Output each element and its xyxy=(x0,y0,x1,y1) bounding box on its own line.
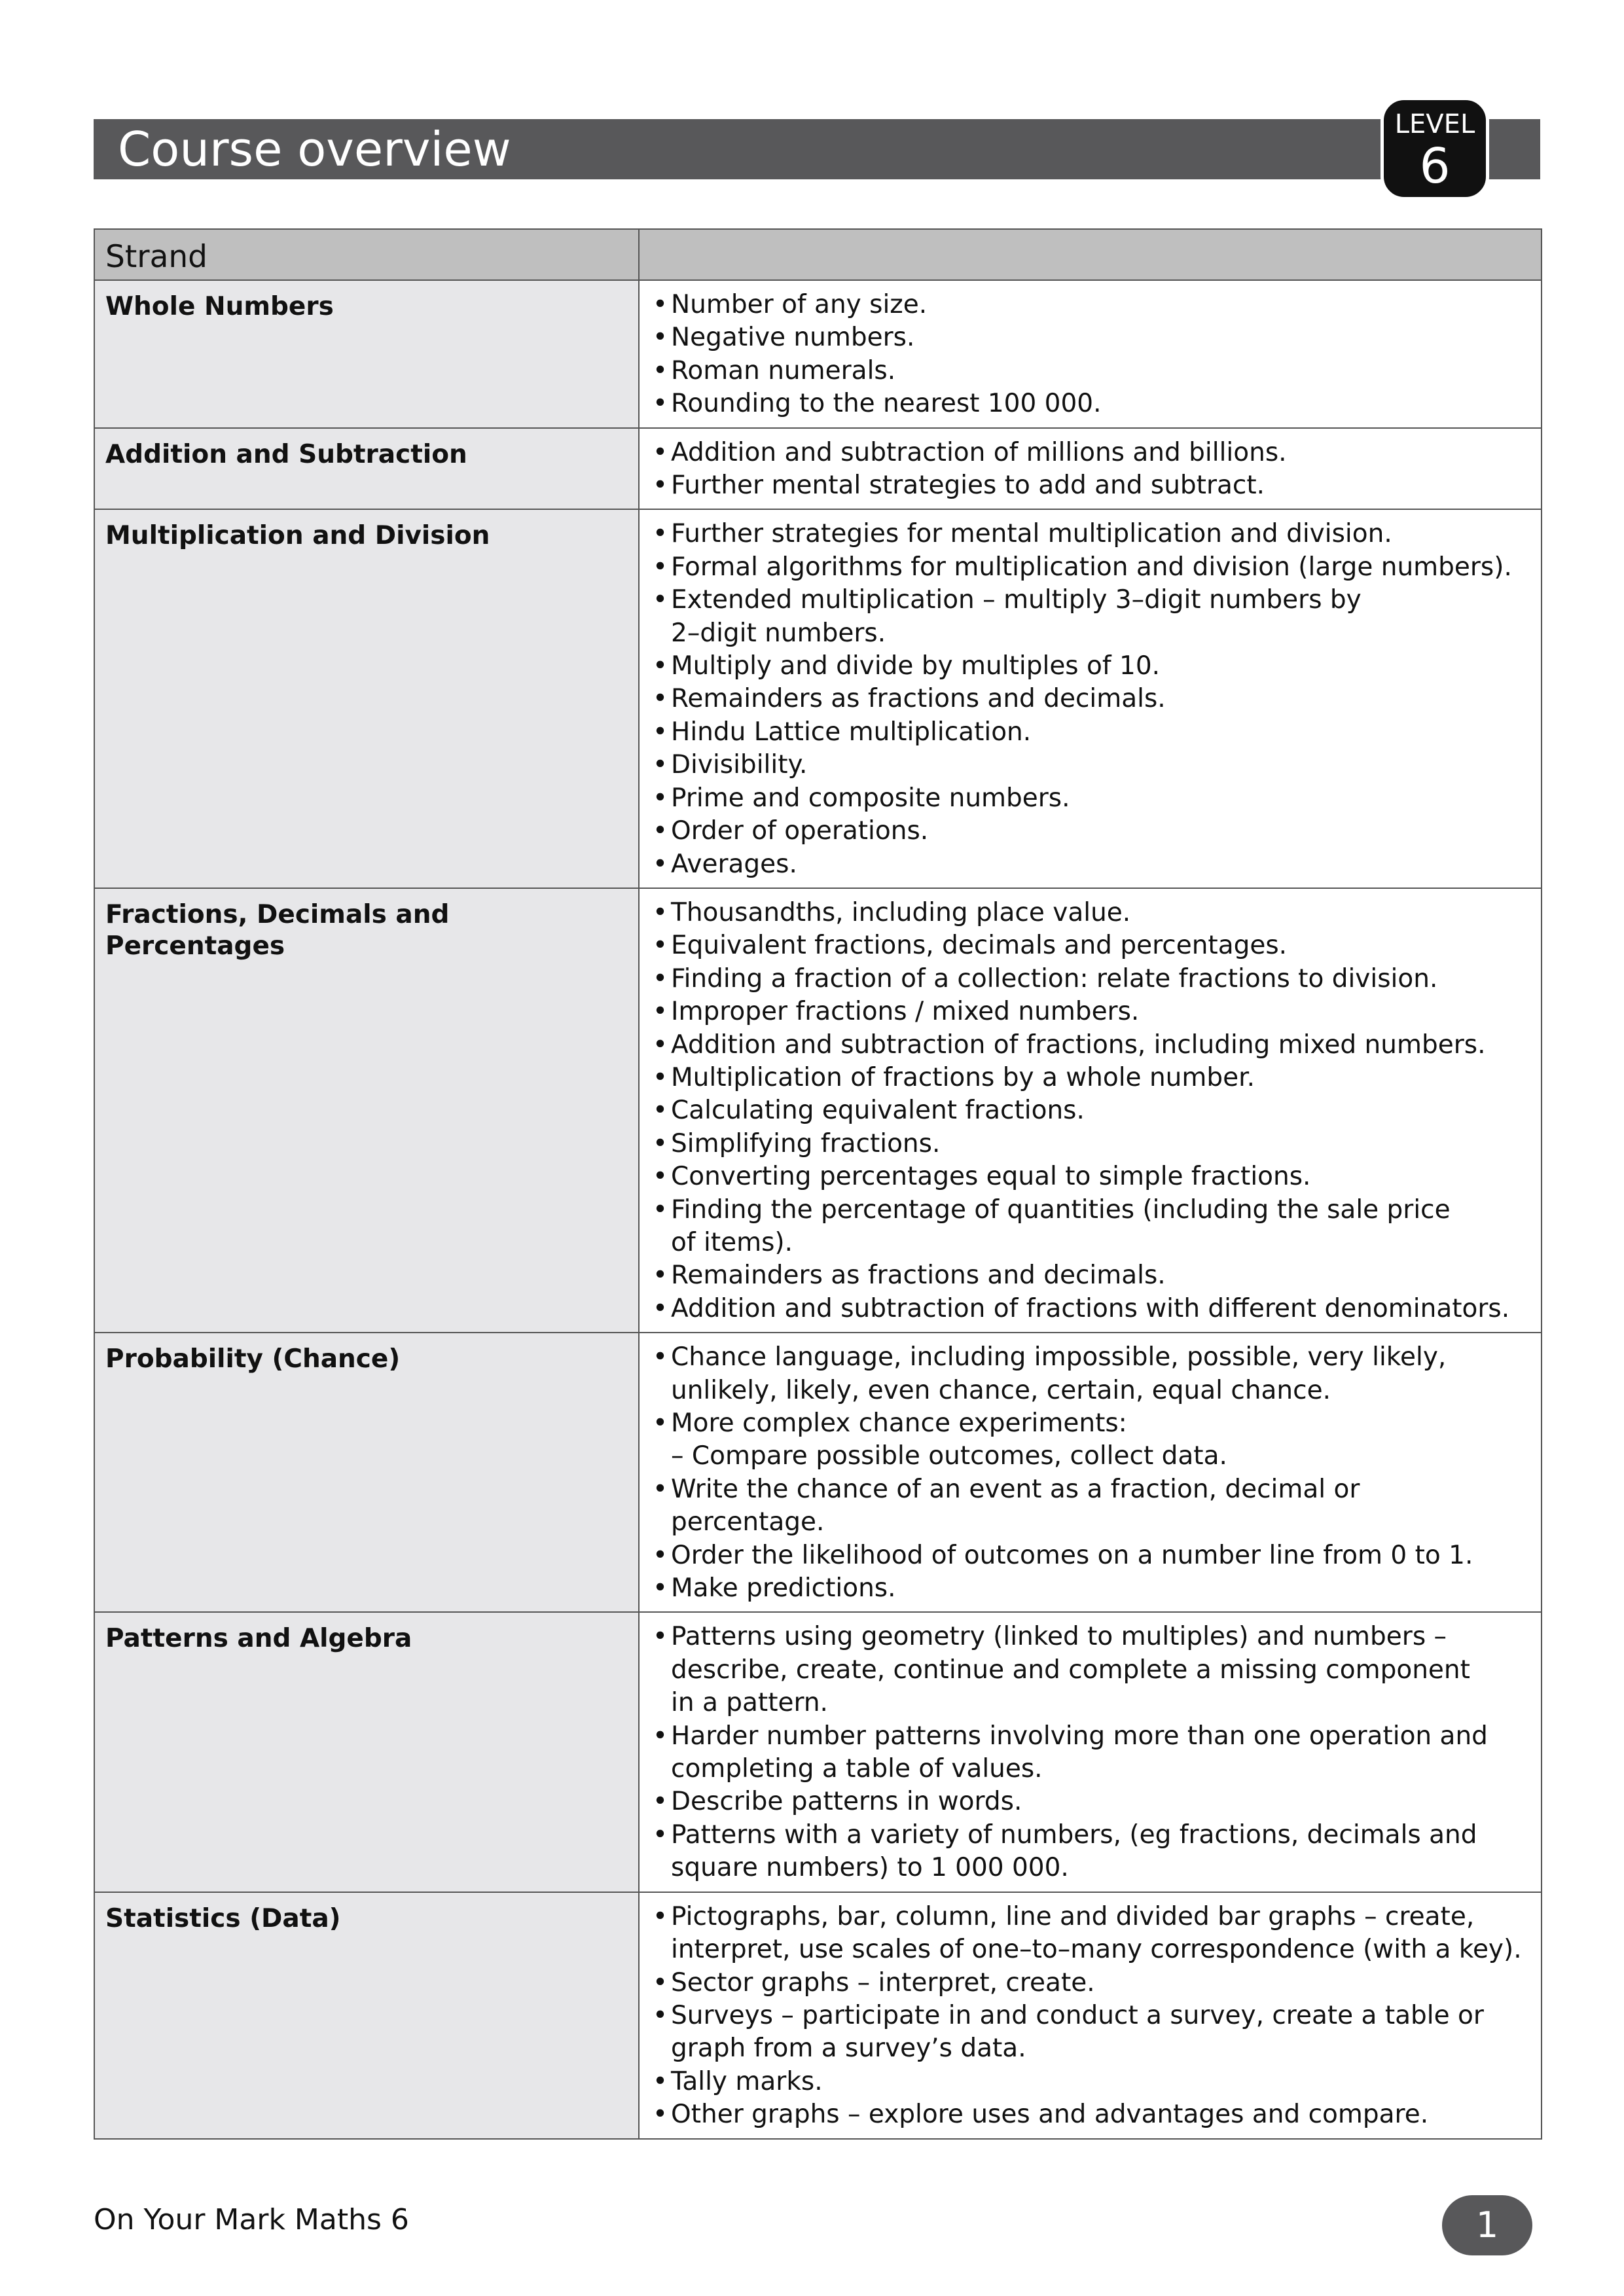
topic-text: • Prime and composite numbers. xyxy=(671,783,1070,813)
topic-text: 2–digit numbers. xyxy=(671,618,886,648)
topic-list xyxy=(640,510,1541,887)
table-row xyxy=(94,1333,1542,1612)
book-title: On Your Mark Maths 6 xyxy=(94,2203,409,2236)
topic-item xyxy=(653,963,1536,996)
level-label: LEVEL xyxy=(1394,109,1475,139)
topic-text: • Equivalent fractions, decimals and percentages. xyxy=(671,931,1288,961)
table-row xyxy=(94,888,1542,1333)
topic-text: • Finding a fraction of a collection: relate fractions to division. xyxy=(671,963,1438,994)
topic-text: graph from a survey’s data. xyxy=(671,2034,1026,2064)
topic-text: • Harder number patterns involving more than one operation and xyxy=(671,1721,1488,1751)
topic-text: • Order the likelihood of outcomes on a number line from 0 to 1. xyxy=(671,1540,1473,1570)
topic-list xyxy=(640,889,1541,1332)
topic-item xyxy=(653,1293,1536,1325)
topic-text: • Simplifying fractions. xyxy=(671,1128,941,1158)
table-row xyxy=(94,509,1542,888)
strand-label: Patterns and Algebra xyxy=(105,1624,412,1654)
topic-item xyxy=(653,584,1536,650)
topic-item xyxy=(653,1572,1536,1605)
topic-item xyxy=(653,2066,1536,2098)
strand-label: Statistics (Data) xyxy=(105,1903,341,1933)
topic-text: • Number of any size. xyxy=(671,290,928,319)
topic-item xyxy=(653,1967,1536,2000)
topic-text: • More complex chance experiments: xyxy=(671,1408,1127,1438)
topic-item xyxy=(653,469,1536,502)
topic-text: • Make predictions. xyxy=(671,1573,896,1604)
table-body xyxy=(94,280,1542,2139)
course-overview-table xyxy=(94,228,1542,2140)
topic-text: • Roman numerals. xyxy=(671,355,896,386)
topic-text: • Addition and subtraction of fractions, including mixed numbers. xyxy=(671,1030,1486,1060)
topic-item xyxy=(653,2000,1536,2066)
topic-item xyxy=(653,1259,1536,1292)
topic-item xyxy=(653,650,1536,683)
strand-label: Fractions, Decimals and Percentages xyxy=(105,899,450,961)
level-badge xyxy=(1380,97,1489,200)
topic-text: • Chance language, including impossible, possible, very likely, xyxy=(671,1342,1447,1372)
strand-cell xyxy=(94,509,639,888)
topic-text: of items). xyxy=(671,1227,793,1257)
topic-item xyxy=(653,1160,1536,1193)
topic-text: unlikely, likely, even chance, certain, equal chance. xyxy=(671,1375,1331,1405)
topic-text: • Further strategies for mental multiplication and division. xyxy=(671,519,1392,549)
topic-text: • Addition and subtraction of fractions with different denominators. xyxy=(671,1293,1510,1323)
topic-item xyxy=(653,289,1536,321)
page-number-badge: 1 xyxy=(1442,2195,1532,2255)
topic-list xyxy=(640,429,1541,509)
topic-item xyxy=(653,1341,1536,1407)
topics-cell xyxy=(639,1892,1542,2139)
strand-cell xyxy=(94,280,639,428)
topic-item xyxy=(653,1785,1536,1818)
topic-text: square numbers) to 1 000 000. xyxy=(671,1853,1069,1883)
topic-text: • Negative numbers. xyxy=(671,323,915,353)
topic-item xyxy=(653,321,1536,354)
topic-text: • Patterns using geometry (linked to multiples) and numbers – xyxy=(671,1622,1447,1652)
topic-text: in a pattern. xyxy=(671,1688,828,1718)
column-header-topics xyxy=(639,229,1542,280)
topic-item xyxy=(653,848,1536,881)
topic-item xyxy=(653,1128,1536,1160)
topic-list xyxy=(640,1613,1541,1891)
topic-item xyxy=(653,2098,1536,2131)
topics-cell xyxy=(639,1612,1542,1892)
column-header-strand xyxy=(94,229,639,280)
topic-item xyxy=(653,1539,1536,1572)
topics-cell xyxy=(639,1333,1542,1612)
topic-text: • Patterns with a variety of numbers, (eg fractions, decimals and xyxy=(671,1820,1477,1850)
topics-cell xyxy=(639,280,1542,428)
topic-item xyxy=(653,749,1536,781)
topic-text: interpret, use scales of one–to–many correspondence (with a key). xyxy=(671,1935,1522,1965)
strand-cell xyxy=(94,1892,639,2139)
topic-text: • Remainders as fractions and decimals. xyxy=(671,1261,1166,1291)
column-header-topics-label xyxy=(640,230,1541,239)
topic-text: • Order of operations. xyxy=(671,816,929,846)
topic-text: – Compare possible outcomes, collect data. xyxy=(671,1441,1227,1471)
strand-cell xyxy=(94,1333,639,1612)
topics-cell xyxy=(639,888,1542,1333)
topics-cell xyxy=(639,428,1542,510)
table-row xyxy=(94,1612,1542,1892)
topic-text: • Describe patterns in words. xyxy=(671,1787,1022,1817)
topic-text: • Rounding to the nearest 100 000. xyxy=(671,389,1102,419)
topic-text: • Multiplication of fractions by a whole number. xyxy=(671,1062,1255,1092)
topic-item xyxy=(653,1819,1536,1885)
topic-text: • Finding the percentage of quantities (including the sale price xyxy=(671,1194,1451,1225)
strand-cell xyxy=(94,888,639,1333)
topic-item xyxy=(653,782,1536,815)
topic-list xyxy=(640,281,1541,427)
topic-item xyxy=(653,1194,1536,1260)
topic-item xyxy=(653,1720,1536,1786)
topic-text: • Thousandths, including place value. xyxy=(671,897,1131,927)
topic-text: • Further mental strategies to add and subtract. xyxy=(671,471,1265,501)
topic-text: • Extended multiplication – multiply 3–digit numbers by xyxy=(671,585,1362,615)
topic-text: • Tally marks. xyxy=(671,2066,823,2096)
column-header-strand-label: Strand xyxy=(105,239,208,275)
table-row xyxy=(94,280,1542,428)
topic-text: completing a table of values. xyxy=(671,1754,1043,1784)
topic-item xyxy=(653,1407,1536,1473)
strand-cell xyxy=(94,1612,639,1892)
topic-item xyxy=(653,716,1536,749)
topic-item xyxy=(653,683,1536,715)
topic-item xyxy=(653,1901,1536,1967)
topic-text: • Addition and subtraction of millions and billions. xyxy=(671,437,1287,467)
topic-text: • Divisibility. xyxy=(671,750,808,780)
topic-text: • Multiply and divide by multiples of 10. xyxy=(671,651,1161,681)
topic-item xyxy=(653,996,1536,1028)
topic-text: describe, create, continue and complete a missing component xyxy=(671,1655,1470,1685)
topic-text: • Pictographs, bar, column, line and divided bar graphs – create, xyxy=(671,1901,1475,1931)
topic-item xyxy=(653,355,1536,387)
strand-label: Probability (Chance) xyxy=(105,1344,401,1374)
topic-text: • Improper fractions / mixed numbers. xyxy=(671,997,1140,1027)
table-header-row xyxy=(94,229,1542,280)
level-number: 6 xyxy=(1419,138,1451,194)
strand-cell xyxy=(94,428,639,510)
topic-text: • Surveys – participate in and conduct a survey, create a table or xyxy=(671,2000,1484,2030)
topic-text: percentage. xyxy=(671,1507,825,1537)
topic-text: • Remainders as fractions and decimals. xyxy=(671,684,1166,714)
topic-item xyxy=(653,1621,1536,1719)
topic-list xyxy=(640,1893,1541,2138)
topic-item xyxy=(653,815,1536,848)
topic-text: • Sector graphs – interpret, create. xyxy=(671,1967,1095,1998)
strand-label: Multiplication and Division xyxy=(105,521,490,551)
topic-item xyxy=(653,897,1536,929)
strand-label: Whole Numbers xyxy=(105,292,334,321)
page-title: Course overview xyxy=(118,122,511,177)
topic-item xyxy=(653,387,1536,420)
topic-text: • Hindu Lattice multiplication. xyxy=(671,717,1032,747)
topic-text: • Calculating equivalent fractions. xyxy=(671,1096,1085,1126)
topic-item xyxy=(653,437,1536,469)
page-header-bar xyxy=(94,119,1540,179)
topic-item xyxy=(653,1094,1536,1127)
topic-item xyxy=(653,551,1536,584)
topic-item xyxy=(653,1029,1536,1062)
topic-text: • Write the chance of an event as a fraction, decimal or xyxy=(671,1474,1360,1504)
topic-text: • Converting percentages equal to simple fractions. xyxy=(671,1162,1311,1192)
topic-text: • Formal algorithms for multiplication and division (large numbers). xyxy=(671,552,1512,582)
topic-item xyxy=(653,1062,1536,1094)
strand-label: Addition and Subtraction xyxy=(105,439,467,469)
table-row xyxy=(94,428,1542,510)
topic-text: • Other graphs – explore uses and advantages and compare. xyxy=(671,2100,1429,2130)
topics-cell xyxy=(639,509,1542,888)
topic-text: • Averages. xyxy=(671,849,797,879)
table-row xyxy=(94,1892,1542,2139)
topic-item xyxy=(653,929,1536,962)
topic-item xyxy=(653,518,1536,550)
topic-item xyxy=(653,1473,1536,1539)
topic-list xyxy=(640,1333,1541,1611)
